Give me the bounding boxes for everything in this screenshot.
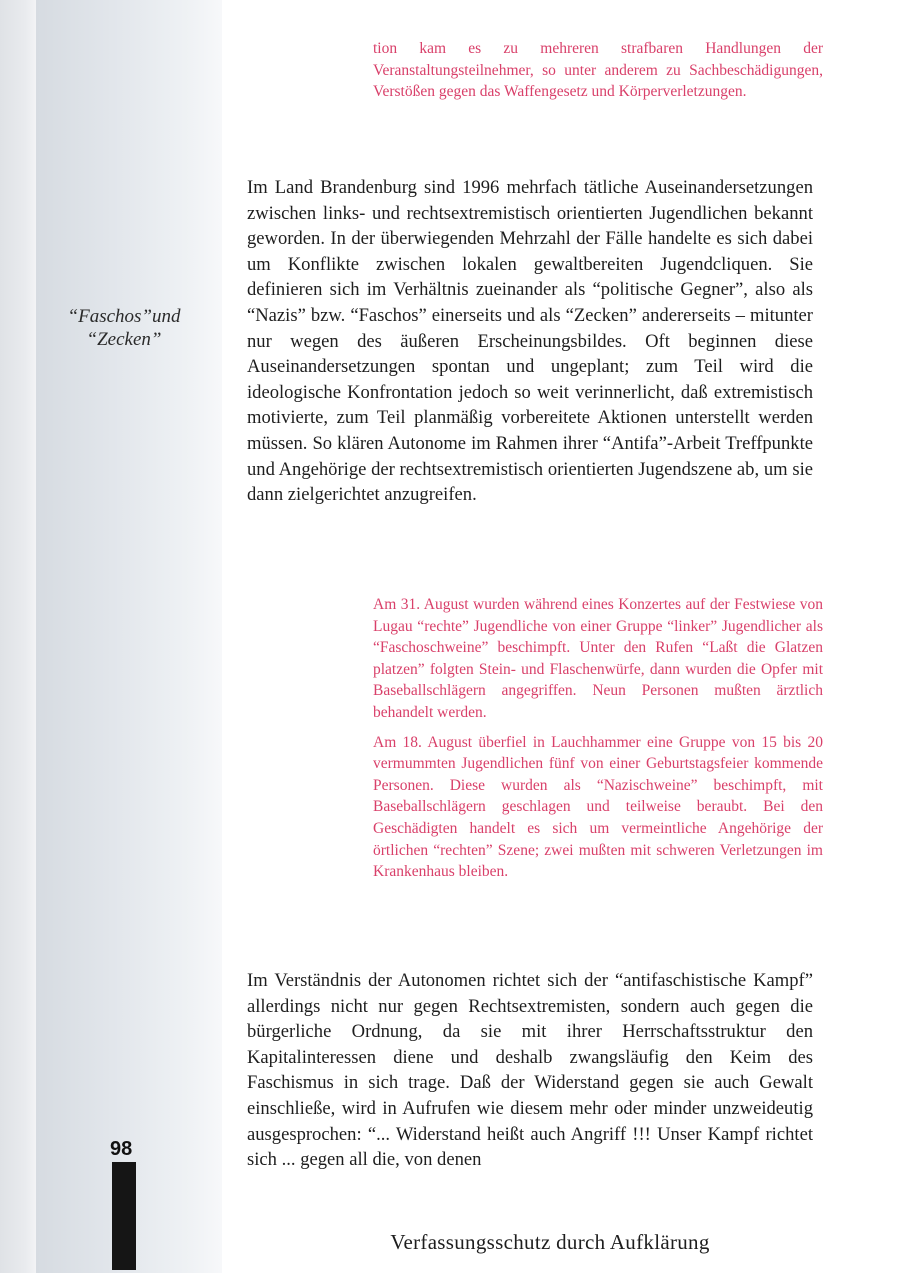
page-number: 98 xyxy=(110,1138,133,1160)
excerpt-text: tion kam es zu mehreren strafbaren Handlungen der Veranstaltungsteilnehmer, so unter anderem zu Sachbeschädigungen, Verstößen gegen das Waffengesetz und Körperverletzungen. xyxy=(373,40,823,101)
case-report-lugau: Am 31. August wurden während eines Konzertes auf der Festwiese von Lugau “rechte” Jugendliche von einer Gruppe “linker” Jugendlicher als “Faschoschweine” beschimpft. Unter den Rufen “Laßt die Glatzen platzen” folgten Stein- und Flaschenwürfe, dann wurden die Opfer mit Baseballschlägern angegriffen. Neun Personen mußten ärztlich behandelt werden. xyxy=(373,596,823,721)
body-paragraph-1: Im Land Brandenburg sind 1996 mehrfach tätliche Auseinandersetzungen zwischen links- und rechtsextremistisch orientierten Jugendlichen bekannt geworden. In der überwiegenden Mehrzahl der Fälle handelte es sich dabei um Konflikte zwischen lokalen gewaltbereiten Jugendcliquen. Sie definieren sich im Verhältnis zueinander als “politische Gegner”, also als “Nazis” bzw. “Faschos” einerseits und als “Zecken” andererseits – mitunter nur wegen des äußeren Erscheinungsbildes. Oft beginnen diese Auseinandersetzungen spontan und ungeplant; zum Teil wird die ideologische Konfrontation jedoch so weit verinnerlicht, daß extremistisch motivierte, zum Teil planmäßig vorbereitete Aktionen unterstellt werden müssen. So klären Autonome im Rahmen ihrer “Antifa”-Arbeit Treffpunkte und Angehörige der rechtsextremistisch orientierten Jugendszene ab, um sie dann zielgerichtet anzugreifen. xyxy=(247,177,813,506)
case-report-lauchhammer: Am 18. August überfiel in Lauchhammer eine Gruppe von 15 bis 20 vermummten Jugendlichen fünf von einer Geburtstagsfeier kommende Personen. Diese wurden als “Nazischweine” beschimpft, mit Baseballschlägern geschlagen und teilweise beraubt. Bei den Geschädigten handelt es sich um vermeintliche Angehörige der örtlichen “rechten” Szene; zwei mußten mit schweren Verletzungen im Krankenhaus bleiben. xyxy=(373,733,823,881)
excerpt-block xyxy=(373,38,823,103)
case-reports xyxy=(373,594,823,883)
page-number-bar xyxy=(112,1162,136,1270)
page-footer: Verfassungsschutz durch Aufklärung xyxy=(390,1230,710,1254)
body-paragraph-2: Im Verständnis der Autonomen richtet sich der “antifaschistische Kampf” allerdings nicht nur gegen Rechtsextremisten, sondern auch gegen die bürgerliche Ordnung, da sie mit ihrer Herrschaftsstruktur den Kapitalinteressen diene und deshalb zwangsläufig den Keim des Faschismus in sich trage. Daß der Widerstand gegen sie auch Gewalt einschließe, wird in Aufrufen wie diesem mehr oder minder unzweideutig ausgesprochen: “... Widerstand heißt auch Angriff !!! Unser Kampf richtet sich ... gegen all die, von denen xyxy=(247,970,813,1171)
margin-note-line-2: “Zecken” xyxy=(86,329,162,350)
sidebar-band xyxy=(36,0,222,1273)
page-edge xyxy=(0,0,36,1273)
margin-note-line-1: “Faschos”und xyxy=(67,306,181,327)
margin-note xyxy=(44,305,204,351)
